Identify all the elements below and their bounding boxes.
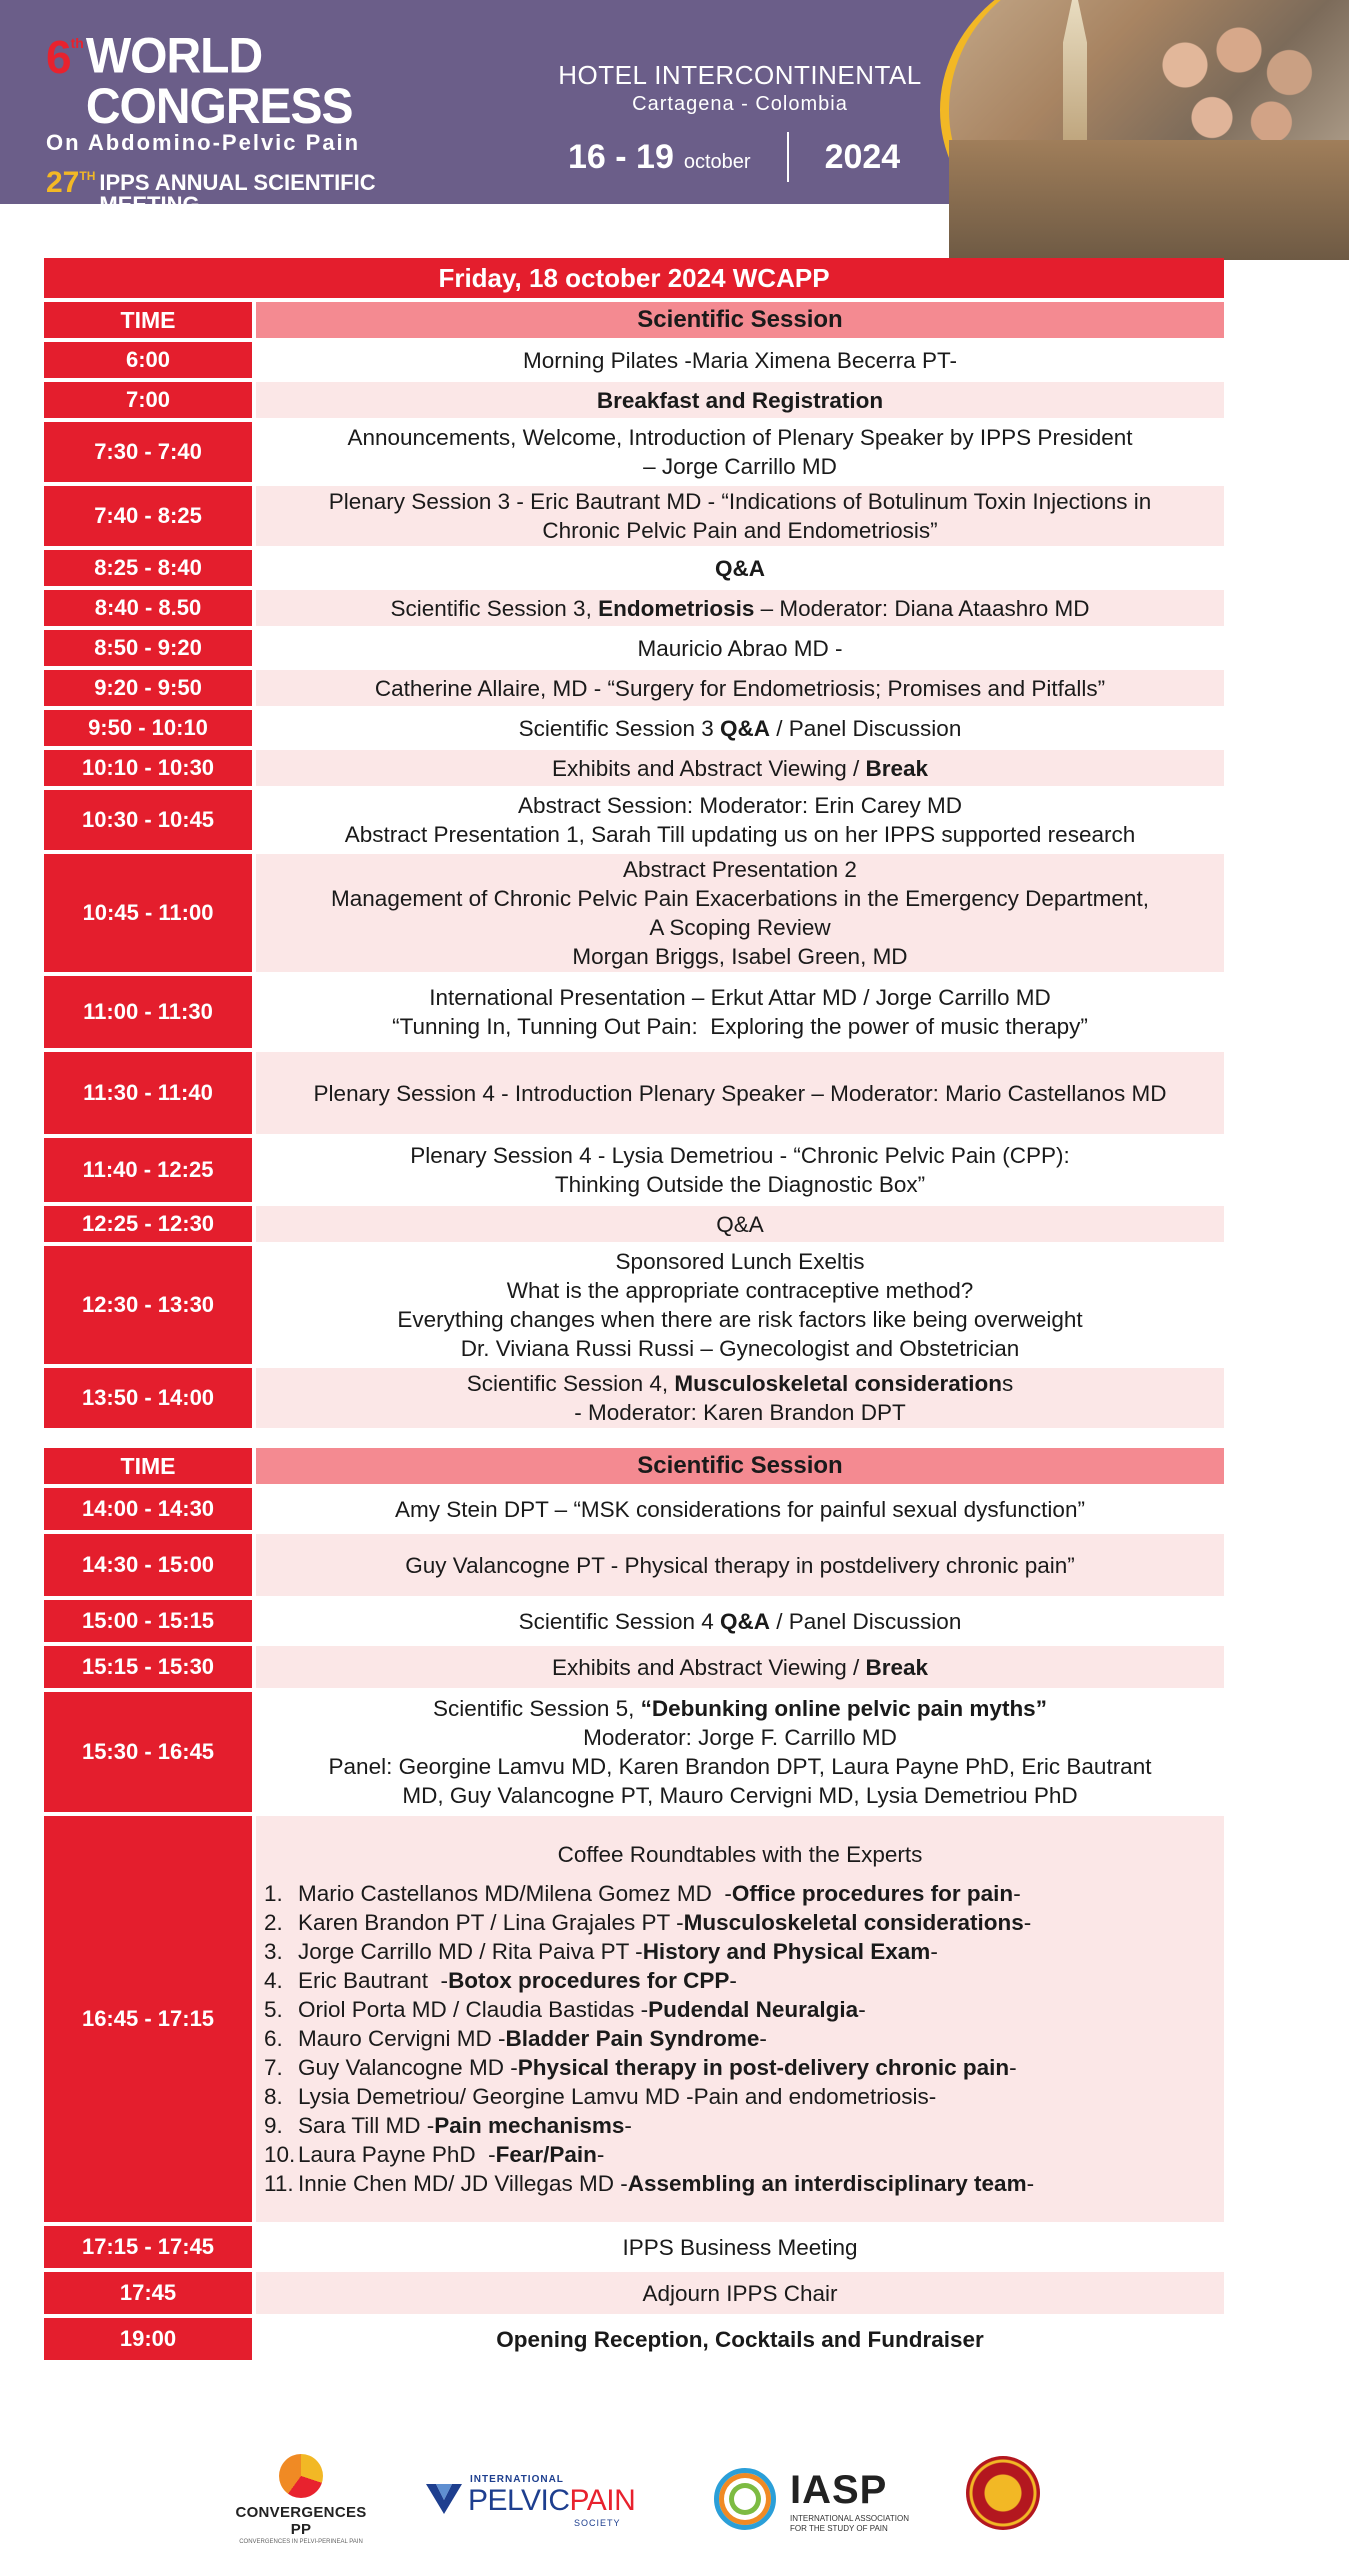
content-line xyxy=(433,1694,1047,1723)
session-column-header: Scientific Session xyxy=(256,1448,1224,1484)
roundtable-topic: Fear/Pain xyxy=(495,2142,597,2167)
row-content xyxy=(256,2272,1224,2314)
table-row xyxy=(44,1600,1224,1642)
row-time: 15:15 - 15:30 xyxy=(44,1646,252,1688)
row-time: 11:00 - 11:30 xyxy=(44,976,252,1048)
content-line xyxy=(572,942,907,971)
roundtable-experts: Mauro Cervigni MD - xyxy=(298,2026,506,2051)
iasp-mark-icon xyxy=(714,2468,776,2530)
roundtable-experts: Mario Castellanos MD/Milena Gomez MD - xyxy=(298,1881,732,1906)
congress-subtitle: On Abdomino-Pelvic Pain xyxy=(46,130,361,155)
content-line xyxy=(616,1247,865,1276)
content-line xyxy=(552,754,928,783)
table-row xyxy=(44,2272,1224,2314)
text-segment: Moderator: Jorge F. Carrillo MD xyxy=(583,1725,897,1750)
bold-text: Breakfast and Registration xyxy=(596,387,884,413)
content-line xyxy=(410,1141,1069,1170)
row-content xyxy=(256,550,1224,586)
row-time: 16:45 - 17:15 xyxy=(44,1816,252,2222)
content-line xyxy=(329,1752,1152,1781)
sponsor-logos xyxy=(0,2440,1264,2550)
roundtable-item-number: 8. xyxy=(264,2084,283,2109)
content-line xyxy=(402,1781,1077,1810)
roundtable-experts: - xyxy=(759,2026,767,2051)
roundtable-item-number: 6. xyxy=(264,2026,283,2051)
roundtable-topic: History and Physical Exam xyxy=(642,1939,931,1964)
table-row xyxy=(44,1692,1224,1812)
roundtable-topic: Bladder Pain Syndrome xyxy=(505,2026,760,2051)
row-time: 14:30 - 15:00 xyxy=(44,1534,252,1596)
table-row xyxy=(44,710,1224,746)
row-content xyxy=(256,854,1224,972)
roundtable-item xyxy=(256,2082,1224,2111)
society-seal-icon xyxy=(966,2456,1040,2530)
content-line xyxy=(375,674,1105,703)
row-time: 11:40 - 12:25 xyxy=(44,1138,252,1202)
text-segment: International Presentation – Erkut Attar MD / Jorge Carrillo MD xyxy=(429,985,1051,1010)
text-segment: Thinking Outside the Diagnostic Box” xyxy=(554,1172,926,1197)
content-line xyxy=(643,452,837,481)
roundtable-experts: Guy Valancogne MD - xyxy=(298,2055,518,2080)
ipps-logo xyxy=(424,2474,644,2534)
content-line xyxy=(519,1607,962,1636)
bold-text: Opening Reception, Cocktails and Fundraiser xyxy=(496,2326,984,2352)
bold-text: Q&A xyxy=(720,715,770,741)
row-time: 7:30 - 7:40 xyxy=(44,422,252,482)
ipps-wordmark xyxy=(468,2484,635,2518)
evening-rows xyxy=(44,2226,1224,2360)
row-content xyxy=(256,750,1224,786)
text-segment: Panel: Georgine Lamvu MD, Karen Brandon DPT, Laura Payne PhD, Eric Bautrant xyxy=(328,1754,1152,1779)
table-row xyxy=(44,2226,1224,2268)
header-photo xyxy=(940,0,1349,260)
row-content xyxy=(256,1600,1224,1642)
content-line xyxy=(392,1012,1088,1041)
edition-number: 6 xyxy=(46,31,71,83)
row-time: 14:00 - 14:30 xyxy=(44,1488,252,1530)
text-segment: Morning Pilates -Maria Ximena Becerra PT- xyxy=(523,347,957,373)
roundtable-topic: Pudendal Neuralgia xyxy=(648,1997,859,2022)
roundtable-experts: Laura Payne PhD - xyxy=(298,2142,496,2167)
row-time: 8:50 - 9:20 xyxy=(44,630,252,666)
roundtable-item-number: 5. xyxy=(264,1997,283,2022)
session-column-header: Scientific Session xyxy=(256,302,1224,338)
day-title: Friday, 18 october 2024 WCAPP xyxy=(44,258,1224,298)
content-line xyxy=(467,1369,1013,1398)
meeting-subtitle: On Pelvic Pain xyxy=(130,222,297,244)
table-row xyxy=(44,382,1224,418)
roundtable-item-number: 4. xyxy=(264,1968,283,1993)
congress-title-line xyxy=(46,28,426,135)
row-content xyxy=(256,790,1224,850)
roundtable-item xyxy=(256,2053,1224,2082)
text-segment: Catherine Allaire, MD - “Surgery for Endometriosis; Promises and Pitfalls” xyxy=(374,675,1106,701)
content-line xyxy=(716,1210,764,1239)
roundtable-topic: Musculoskeletal considerations xyxy=(683,1910,1024,1935)
row-time: 6:00 xyxy=(44,342,252,378)
table-row xyxy=(44,1646,1224,1688)
dates-divider xyxy=(787,132,789,182)
row-time: 13:50 - 14:00 xyxy=(44,1368,252,1428)
roundtable-item-number: 2. xyxy=(264,1910,283,1935)
row-time: 10:45 - 11:00 xyxy=(44,854,252,972)
text-segment: Adjourn IPPS Chair xyxy=(642,2280,838,2306)
content-line xyxy=(397,1305,1082,1334)
table-row xyxy=(44,1368,1224,1428)
text-segment: MD, Guy Valancogne PT, Mauro Cervigni MD, Lysia Demetriou PhD xyxy=(402,1783,1078,1808)
text-segment: Mauricio Abrao MD - xyxy=(637,635,843,661)
text-segment: Everything changes when there are risk factors like being overweight xyxy=(397,1307,1083,1332)
row-time: 15:00 - 15:15 xyxy=(44,1600,252,1642)
content-line xyxy=(715,554,765,583)
table-row xyxy=(44,2318,1224,2360)
content-line xyxy=(597,386,883,415)
text-segment: Abstract Presentation 2 xyxy=(623,857,857,882)
row-content xyxy=(256,1246,1224,1364)
text-segment: – Moderator: Diana Ataashro MD xyxy=(754,595,1090,621)
roundtable-experts: Sara Till MD - xyxy=(298,2113,435,2138)
content-line xyxy=(390,594,1089,623)
convergences-logo xyxy=(226,2454,376,2545)
ipps-international: INTERNATIONAL xyxy=(470,2474,564,2485)
content-line xyxy=(583,1723,897,1752)
roundtable-item xyxy=(256,1908,1224,1937)
content-line xyxy=(552,1653,928,1682)
text-segment: Scientific Session 3, xyxy=(390,595,599,621)
text-segment: Scientific Session 5, xyxy=(433,1696,641,1721)
content-line xyxy=(347,423,1132,452)
text-segment: / Panel Discussion xyxy=(770,1608,962,1634)
roundtable-item xyxy=(256,1966,1224,1995)
roundtable-item xyxy=(256,1879,1224,1908)
table-row xyxy=(44,1138,1224,1202)
row-time: 15:30 - 16:45 xyxy=(44,1692,252,1812)
congress-title: WORLD CONGRESS xyxy=(85,28,353,135)
row-time: 10:10 - 10:30 xyxy=(44,750,252,786)
meeting-title-line xyxy=(46,168,426,216)
content-line xyxy=(345,820,1135,849)
time-column-header: TIME xyxy=(44,302,252,338)
content-line xyxy=(574,1398,905,1427)
roundtable-item-text xyxy=(298,2082,936,2111)
header-banner xyxy=(0,0,1264,244)
meeting-number: 27 xyxy=(46,166,80,199)
roundtable-item-text xyxy=(298,2140,604,2169)
row-content xyxy=(256,1646,1224,1688)
text-segment: Plenary Session 4 - Introduction Plenary Speaker – Moderator: Mario Castellanos MD xyxy=(313,1080,1167,1106)
roundtable-experts: - xyxy=(1023,1910,1032,1935)
table-row-roundtable xyxy=(44,1816,1224,2222)
row-content xyxy=(256,590,1224,626)
text-segment: - Moderator: Karen Brandon DPT xyxy=(574,1400,906,1425)
morning-rows xyxy=(44,342,1224,1428)
iasp-logo xyxy=(714,2468,934,2538)
text-segment: Scientific Session 3 xyxy=(518,715,720,741)
content-line xyxy=(649,913,830,942)
text-segment: s xyxy=(1001,1371,1014,1396)
venue-city: Cartagena - Colombia xyxy=(632,93,848,115)
content-line xyxy=(314,1079,1167,1108)
content-line xyxy=(395,1495,1085,1524)
table-row xyxy=(44,854,1224,972)
table-row xyxy=(44,1488,1224,1530)
city-wall-image xyxy=(949,140,1349,260)
text-segment: / Panel Discussion xyxy=(770,715,962,741)
text-segment: Morgan Briggs, Isabel Green, MD xyxy=(572,944,908,969)
row-content xyxy=(256,976,1224,1048)
text-segment: Plenary Session 4 - Lysia Demetriou - “Chronic Pelvic Pain (CPP): xyxy=(410,1143,1070,1168)
event-year: 2024 xyxy=(824,137,901,176)
row-content xyxy=(256,630,1224,666)
iasp-tagline: INTERNATIONAL ASSOCIATION FOR THE STUDY OF PAIN xyxy=(790,2514,909,2533)
roundtable-item-number: 10. xyxy=(264,2142,296,2167)
roundtable-item-text xyxy=(298,2053,1017,2082)
row-content xyxy=(256,2226,1224,2268)
bold-text: Q&A xyxy=(715,555,765,581)
text-segment: Q&A xyxy=(716,1211,764,1237)
event-dates xyxy=(568,132,900,182)
roundtable-experts: - xyxy=(1026,2171,1035,2196)
roundtable-experts: Jorge Carrillo MD / Rita Paiva PT - xyxy=(298,1939,643,1964)
table-header-afternoon xyxy=(44,1448,1224,1484)
text-segment: Exhibits and Abstract Viewing / xyxy=(551,1654,866,1680)
roundtable-item-number: 1. xyxy=(264,1881,283,1906)
roundtable-item xyxy=(256,1995,1224,2024)
roundtable-experts: - xyxy=(624,2113,632,2138)
time-column-header: TIME xyxy=(44,1448,252,1484)
roundtable-item xyxy=(256,2111,1224,2140)
roundtable-item-text xyxy=(298,1966,737,1995)
roundtable-item-number: 3. xyxy=(264,1939,283,1964)
row-content xyxy=(256,486,1224,546)
meeting-suffix: TH xyxy=(79,169,96,183)
venue-hotel: HOTEL INTERCONTINENTAL xyxy=(558,60,922,90)
text-segment: Exhibits and Abstract Viewing / xyxy=(551,755,866,781)
row-time: 9:20 - 9:50 xyxy=(44,670,252,706)
row-content xyxy=(256,710,1224,746)
roundtable-topic: Botox procedures for CPP xyxy=(448,1968,730,1993)
row-content xyxy=(256,1692,1224,1812)
table-row xyxy=(44,630,1224,666)
table-row xyxy=(44,790,1224,850)
congress-logo xyxy=(46,28,426,245)
row-time: 7:00 xyxy=(44,382,252,418)
text-segment: Chronic Pelvic Pain and Endometriosis” xyxy=(542,518,938,543)
text-segment: – Jorge Carrillo MD xyxy=(643,454,837,479)
ipps-pain: PAIN xyxy=(569,2484,636,2517)
text-segment: Guy Valancogne PT - Physical therapy in postdelivery chronic pain” xyxy=(405,1552,1075,1578)
roundtable-experts: Innie Chen MD/ JD Villegas MD - xyxy=(298,2171,628,2196)
roundtable-experts: - xyxy=(596,2142,605,2167)
bold-text: Break xyxy=(865,1654,929,1680)
roundtable-experts: Oriol Porta MD / Claudia Bastidas - xyxy=(298,1997,649,2022)
text-segment: Sponsored Lunch Exeltis xyxy=(615,1249,865,1274)
row-content xyxy=(256,1368,1224,1428)
text-segment: Abstract Presentation 1, Sarah Till updating us on her IPPS supported research xyxy=(344,822,1136,847)
convergences-name: CONVERGENCES PP xyxy=(235,2504,367,2538)
roundtable-experts: - xyxy=(1013,1881,1021,1906)
row-content xyxy=(256,1816,1224,2222)
content-line xyxy=(496,2325,984,2354)
roundtable-item xyxy=(256,2024,1224,2053)
bold-text: Musculoskeletal consideration xyxy=(674,1371,1002,1396)
table-row xyxy=(44,1246,1224,1364)
text-segment: IPPS Business Meeting xyxy=(622,2234,858,2260)
row-time: 8:25 - 8:40 xyxy=(44,550,252,586)
roundtable-experts: - xyxy=(729,1968,737,1993)
table-row xyxy=(44,486,1224,546)
row-time: 19:00 xyxy=(44,2318,252,2360)
content-line xyxy=(523,346,957,375)
bold-text: Endometriosis xyxy=(598,595,755,621)
table-row xyxy=(44,670,1224,706)
text-segment: What is the appropriate contraceptive method? xyxy=(506,1278,974,1303)
row-content xyxy=(256,2318,1224,2360)
content-line xyxy=(331,884,1149,913)
group-portrait-image xyxy=(1149,0,1329,140)
roundtable-item-text xyxy=(298,1879,1021,1908)
row-time: 7:40 - 8:25 xyxy=(44,486,252,546)
roundtable-item-text xyxy=(298,1908,1031,1937)
table-row xyxy=(44,1052,1224,1134)
roundtable-topic: Office procedures for pain xyxy=(731,1881,1014,1906)
convergences-mark-icon xyxy=(279,2454,323,2498)
roundtable-item xyxy=(256,2140,1224,2169)
row-time: 17:15 - 17:45 xyxy=(44,2226,252,2268)
roundtable-item-text xyxy=(298,2111,632,2140)
row-content xyxy=(256,422,1224,482)
row-content xyxy=(256,1206,1224,1242)
content-line xyxy=(461,1334,1020,1363)
roundtable-title: Coffee Roundtables with the Experts xyxy=(557,1842,923,1867)
text-segment: A Scoping Review xyxy=(649,915,831,940)
text-segment: Scientific Session 4 xyxy=(518,1608,720,1634)
venue-info xyxy=(540,60,940,116)
roundtable-item-text xyxy=(298,1937,938,1966)
roundtable-item xyxy=(256,1937,1224,1966)
roundtable-experts: Karen Brandon PT / Lina Grajales PT - xyxy=(298,1910,684,1935)
row-content xyxy=(256,1138,1224,1202)
table-row xyxy=(44,422,1224,482)
roundtable-experts: - xyxy=(930,1939,938,1964)
roundtable-experts: Lysia Demetriou/ Georgine Lamvu MD -Pain and endometriosis- xyxy=(298,2084,937,2109)
roundtable-experts: - xyxy=(1009,2055,1017,2080)
content-line xyxy=(542,516,937,545)
content-line xyxy=(637,634,842,663)
roundtable-item-text xyxy=(298,2024,767,2053)
table-row xyxy=(44,550,1224,586)
table-row xyxy=(44,976,1224,1048)
content-line xyxy=(429,983,1051,1012)
table-row xyxy=(44,590,1224,626)
table-row xyxy=(44,1534,1224,1596)
ipps-pelvic: PELVIC xyxy=(468,2484,570,2517)
row-time: 9:50 - 10:10 xyxy=(44,710,252,746)
event-days: 16 - 19 xyxy=(568,137,674,176)
text-segment: Plenary Session 3 - Eric Bautrant MD - “Indications of Botulinum Toxin Injections in xyxy=(328,489,1152,514)
schedule-table xyxy=(44,258,1224,2364)
table-header xyxy=(44,302,1224,338)
text-segment: Management of Chronic Pelvic Pain Exacerbations in the Emergency Department, xyxy=(331,886,1149,911)
content-line xyxy=(622,2233,857,2262)
row-content xyxy=(256,1052,1224,1134)
roundtable-experts: - xyxy=(858,1997,866,2022)
roundtable-topic: Pain mechanisms xyxy=(434,2113,625,2138)
row-time: 12:30 - 13:30 xyxy=(44,1246,252,1364)
bold-text: Break xyxy=(865,755,929,781)
roundtable-item-text xyxy=(298,2169,1034,2198)
edition-suffix: th xyxy=(70,35,84,51)
ipps-mark-icon xyxy=(424,2478,464,2518)
content-line xyxy=(507,1276,974,1305)
text-segment: Abstract Session: Moderator: Erin Carey MD xyxy=(518,793,962,818)
row-content xyxy=(256,382,1224,418)
afternoon-rows xyxy=(44,1488,1224,1812)
row-time: 12:25 - 12:30 xyxy=(44,1206,252,1242)
meeting-title: IPPS ANNUAL SCIENTIFIC MEETING xyxy=(99,170,376,217)
roundtable-item xyxy=(256,2169,1224,2198)
roundtable-item-number: 7. xyxy=(264,2055,283,2080)
row-content xyxy=(256,1534,1224,1596)
iasp-name: IASP xyxy=(790,2468,888,2512)
table-row xyxy=(44,750,1224,786)
content-line xyxy=(555,1170,925,1199)
text-segment: Amy Stein DPT – “MSK considerations for painful sexual dysfunction” xyxy=(395,1496,1085,1522)
text-segment: “Tunning In, Tunning Out Pain: Exploring the power of music therapy” xyxy=(392,1014,1088,1039)
row-content xyxy=(256,1488,1224,1530)
content-line xyxy=(405,1551,1075,1580)
ipps-society: SOCIETY xyxy=(574,2518,621,2528)
content-line xyxy=(518,791,962,820)
roundtable-item-number: 11. xyxy=(264,2171,294,2196)
roundtable-list xyxy=(256,1879,1224,2198)
row-time: 10:30 - 10:45 xyxy=(44,790,252,850)
roundtable-item-number: 9. xyxy=(264,2113,283,2138)
event-month: october xyxy=(683,150,751,173)
table-row xyxy=(44,342,1224,378)
roundtable-topic: Assembling an interdisciplinary team xyxy=(627,2171,1027,2196)
roundtable-topic: Physical therapy in post-delivery chronic pain xyxy=(517,2055,1010,2080)
content-line xyxy=(623,855,857,884)
text-segment: Scientific Session 4, xyxy=(466,1371,675,1396)
bold-text: Q&A xyxy=(720,1608,770,1634)
bold-text: “Debunking online pelvic pain myths” xyxy=(640,1696,1047,1721)
row-content xyxy=(256,670,1224,706)
section-gap xyxy=(44,1432,1224,1448)
roundtable-experts: Eric Bautrant - xyxy=(298,1968,449,1993)
roundtable-item-text xyxy=(298,1995,866,2024)
content-line xyxy=(642,2279,837,2308)
content-line xyxy=(329,487,1151,516)
row-time: 11:30 - 11:40 xyxy=(44,1052,252,1134)
row-time: 17:45 xyxy=(44,2272,252,2314)
row-content xyxy=(256,342,1224,378)
text-segment: Announcements, Welcome, Introduction of Plenary Speaker by IPPS President xyxy=(347,425,1133,450)
table-row xyxy=(44,1206,1224,1242)
content-line xyxy=(519,714,962,743)
text-segment: Dr. Viviana Russi Russi – Gynecologist and Obstetrician xyxy=(460,1336,1020,1361)
convergences-tagline: CONVERGENCES IN PELVI-PERINEAL PAIN xyxy=(239,2539,363,2545)
row-time: 8:40 - 8.50 xyxy=(44,590,252,626)
